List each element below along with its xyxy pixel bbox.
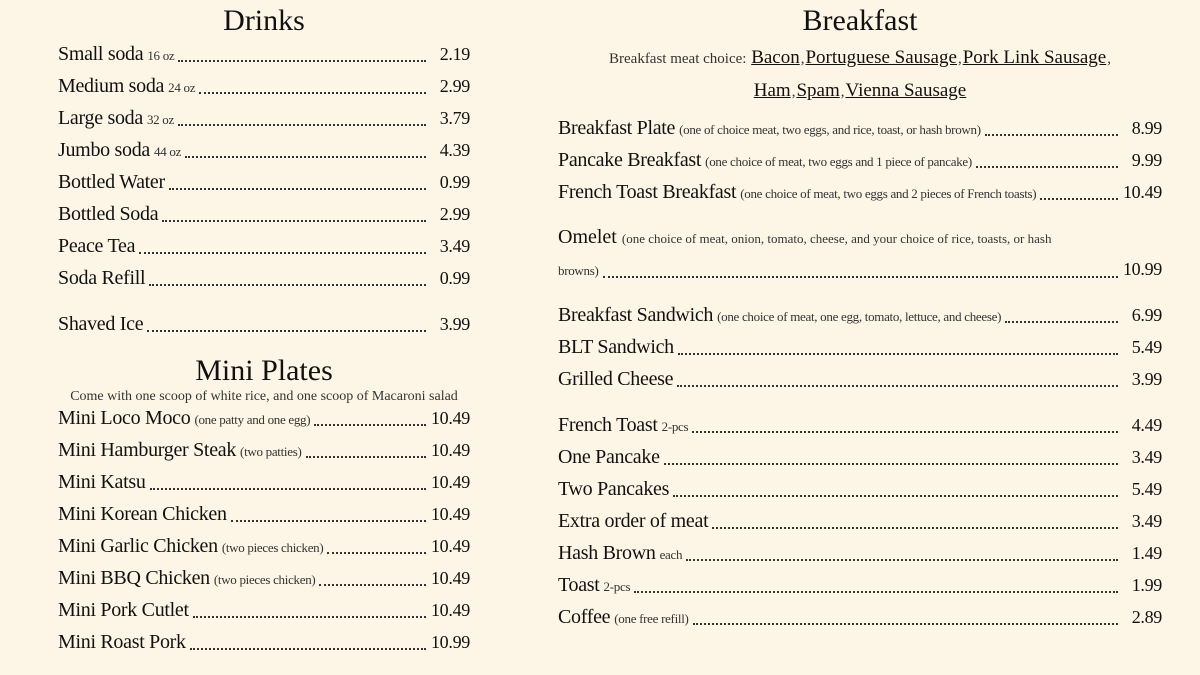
item-note: each [659, 547, 683, 562]
meat-option: Ham [753, 80, 791, 101]
menu-item [558, 441, 1162, 473]
item-note: browns) [558, 263, 599, 278]
dot-leader [692, 431, 1118, 433]
menu-item [58, 102, 470, 134]
item-note: 32 oz [146, 112, 174, 127]
mini-plates-title: Mini Plates [195, 354, 333, 387]
item-price: 0.99 [439, 268, 470, 288]
dot-leader [1005, 321, 1118, 323]
item-note: (one choice of meat, onion, tomato, cheese, and your choice of rice, toasts, or hash [621, 231, 1052, 246]
dot-leader [199, 92, 426, 94]
item-name: Soda Refill [58, 267, 146, 289]
menu-item [58, 70, 470, 102]
left-column [58, 0, 470, 672]
item-name: Bottled Water [58, 171, 165, 193]
item-price: 2.19 [439, 44, 470, 64]
item-name: Breakfast Plate [558, 117, 676, 139]
menu-item [558, 473, 1162, 505]
menu-item [58, 594, 470, 626]
drinks-list [58, 38, 470, 340]
dot-leader [327, 552, 426, 554]
meat-choice: Breakfast meat choice: Bacon,Portuguese Sausage,Pork Link Sausage, Ham,Spam,Vienna Sausage [609, 47, 1111, 101]
item-name: Bottled Soda [58, 203, 159, 225]
menu-group [58, 402, 470, 658]
menu-item [58, 308, 470, 340]
item-price: 9.99 [1131, 150, 1162, 170]
dot-leader [712, 527, 1118, 529]
dot-leader [314, 424, 426, 426]
item-name: One Pancake [558, 446, 660, 468]
mini-plates-list [58, 402, 470, 658]
menu-item [58, 262, 470, 294]
item-price: 10.49 [430, 408, 470, 428]
item-name: Mini Katsu [58, 471, 146, 493]
meat-choice-label: Breakfast meat choice: [609, 51, 747, 67]
item-price: 10.49 [430, 536, 470, 556]
item-note: (one choice of meat, two eggs and 2 pieces of French toasts) [740, 186, 1037, 201]
menu-item [58, 498, 470, 530]
dot-leader [677, 385, 1118, 387]
item-price: 8.99 [1131, 118, 1162, 138]
item-name: Pancake Breakfast [558, 149, 702, 171]
item-name: Extra order of meat [558, 510, 709, 532]
item-name: Large soda [58, 107, 143, 129]
menu-item [58, 198, 470, 230]
dot-leader [150, 488, 426, 490]
dot-leader [178, 124, 426, 126]
item-note: (two patties) [240, 444, 302, 459]
item-price: 0.99 [439, 172, 470, 192]
item-name: Peace Tea [58, 235, 136, 257]
item-note: (one choice of meat, two eggs and 1 piece of pancake) [705, 154, 972, 169]
dot-leader [985, 134, 1118, 136]
item-note: (one choice of meat, one egg, tomato, lettuce, and cheese) [717, 309, 1002, 324]
dot-leader [319, 584, 426, 586]
dot-leader [147, 330, 426, 332]
item-name: Two Pancakes [558, 478, 670, 500]
dot-leader [190, 648, 426, 650]
item-price: 10.49 [430, 472, 470, 492]
menu-group [558, 299, 1162, 395]
menu-group [58, 38, 470, 294]
item-price: 3.49 [1131, 511, 1162, 531]
menu-item [58, 466, 470, 498]
item-name: Coffee [558, 606, 611, 628]
drinks-title: Drinks [223, 4, 305, 37]
item-name: Medium soda [58, 75, 165, 97]
menu-item [558, 505, 1162, 537]
menu-item [558, 569, 1162, 601]
breakfast-title: Breakfast [802, 4, 918, 37]
menu-item [558, 331, 1162, 363]
dot-leader [976, 166, 1118, 168]
item-name: BLT Sandwich [558, 336, 674, 358]
dot-leader [673, 495, 1118, 497]
meat-option: Spam [796, 80, 840, 101]
menu-item [58, 166, 470, 198]
menu-item [58, 626, 470, 658]
item-price: 10.49 [430, 504, 470, 524]
menu-item [58, 38, 470, 70]
dot-leader [178, 60, 426, 62]
item-price: 10.49 [430, 568, 470, 588]
item-price: 4.49 [1131, 415, 1162, 435]
dot-leader [306, 456, 427, 458]
meat-option: Vienna Sausage [845, 80, 967, 101]
item-price: 10.99 [430, 632, 470, 652]
item-price: 1.99 [1131, 575, 1162, 595]
item-price: 5.49 [1131, 337, 1162, 357]
item-price: 2.99 [439, 204, 470, 224]
item-note: 24 oz [168, 80, 196, 95]
item-name: French Toast Breakfast [558, 181, 737, 203]
menu-item [558, 112, 1162, 144]
item-name: Mini BBQ Chicken [58, 567, 210, 589]
dot-leader [603, 276, 1118, 278]
item-name: Grilled Cheese [558, 368, 674, 390]
menu-item [558, 537, 1162, 569]
menu-item [558, 144, 1162, 176]
menu-item [58, 530, 470, 562]
menu-item [58, 402, 470, 434]
item-price: 10.49 [1122, 182, 1162, 202]
dot-leader [686, 559, 1118, 561]
dot-leader [231, 520, 426, 522]
dot-leader [162, 220, 426, 222]
item-name: French Toast [558, 414, 658, 436]
item-note: (two pieces chicken) [221, 540, 324, 555]
meat-option: Portuguese Sausage [805, 47, 957, 68]
breakfast-list-b [558, 299, 1162, 633]
item-price: 10.49 [430, 600, 470, 620]
item-name: Jumbo soda [58, 139, 151, 161]
menu-item [58, 434, 470, 466]
meat-option: Bacon [751, 47, 800, 68]
menu-item-omelet [558, 222, 1162, 285]
item-note: (one patty and one egg) [194, 412, 311, 427]
item-price: 4.39 [439, 140, 470, 160]
item-name: Shaved Ice [58, 313, 144, 335]
item-name: Mini Korean Chicken [58, 503, 227, 525]
item-note: 44 oz [154, 144, 182, 159]
menu-group [558, 409, 1162, 633]
item-note: 2-pcs [661, 419, 689, 434]
menu-item [58, 134, 470, 166]
item-price: 3.49 [1131, 447, 1162, 467]
breakfast-list-a [558, 112, 1162, 208]
menu-group [58, 308, 470, 340]
item-name: Mini Roast Pork [58, 631, 186, 653]
item-price: 1.49 [1131, 543, 1162, 563]
dot-leader [193, 616, 426, 618]
mini-plates-subtitle: Come with one scoop of white rice, and one scoop of Macaroni salad [70, 389, 458, 404]
menu-item [58, 230, 470, 262]
item-price: 3.79 [439, 108, 470, 128]
item-price: 5.49 [1131, 479, 1162, 499]
menu-item [558, 299, 1162, 331]
dot-leader [693, 623, 1118, 625]
dot-leader [664, 463, 1118, 465]
item-price: 3.49 [439, 236, 470, 256]
item-note: (one of choice meat, two eggs, and rice, toast, or hash brown) [679, 122, 981, 137]
menu-group [558, 112, 1162, 208]
meat-option: Pork Link Sausage [962, 47, 1107, 68]
item-name: Omelet [558, 226, 617, 248]
dot-leader [634, 591, 1118, 593]
item-price: 2.99 [439, 76, 470, 96]
item-price: 3.99 [439, 314, 470, 334]
dot-leader [185, 156, 426, 158]
item-price: 6.99 [1131, 305, 1162, 325]
right-column [558, 0, 1162, 647]
item-name: Mini Garlic Chicken [58, 535, 218, 557]
dot-leader [169, 188, 426, 190]
menu-item [558, 409, 1162, 441]
item-price: 3.99 [1131, 369, 1162, 389]
item-name: Small soda [58, 43, 144, 65]
dot-leader [678, 353, 1118, 355]
dot-leader [139, 252, 426, 254]
item-note: 16 oz [147, 48, 175, 63]
item-note: 2-pcs [603, 579, 631, 594]
menu-item [558, 363, 1162, 395]
item-price: 10.49 [430, 440, 470, 460]
item-price: 2.89 [1131, 607, 1162, 627]
item-name: Mini Loco Moco [58, 407, 191, 429]
menu-item [58, 562, 470, 594]
dot-leader [1040, 198, 1118, 200]
item-note: (two pieces chicken) [213, 572, 316, 587]
menu-item [558, 601, 1162, 633]
item-name: Mini Hamburger Steak [58, 439, 237, 461]
item-name: Breakfast Sandwich [558, 304, 714, 326]
dot-leader [149, 284, 426, 286]
item-name: Mini Pork Cutlet [58, 599, 189, 621]
menu-item [558, 176, 1162, 208]
item-price: 10.99 [1122, 259, 1162, 279]
item-name: Toast [558, 574, 600, 596]
item-name: Hash Brown [558, 542, 656, 564]
item-note: (one free refill) [614, 611, 689, 626]
